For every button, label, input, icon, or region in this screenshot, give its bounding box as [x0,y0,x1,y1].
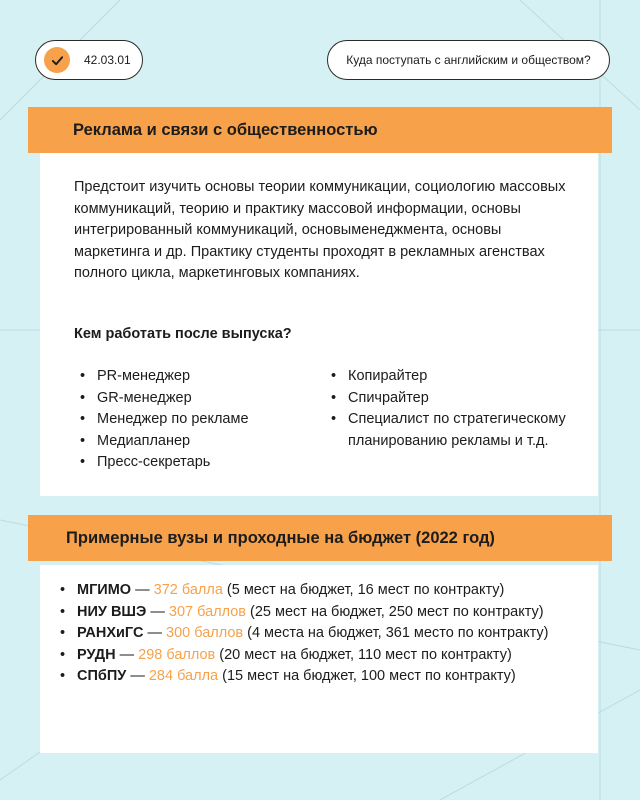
program-title-bar [28,107,612,153]
university-details: (15 мест на бюджет, 100 мест по контракту) [222,668,516,685]
list-item: • РУДН — 298 баллов (20 мест на бюджет, 110 мест по контракту) [60,645,570,667]
university-score: 372 балла [153,582,223,598]
question-badge [327,40,610,80]
list-item: • PR-менеджер [80,366,249,388]
list-item: • Менеджер по рекламе [80,409,249,431]
program-title: Реклама и связи с общественностью [73,120,378,139]
university-details: (5 мест на бюджет, 16 мест по контракту) [226,582,505,598]
list-item: • Копирайтер [331,366,581,388]
jobs-heading: Кем работать после выпуска? [74,326,292,342]
university-score: 298 баллов [138,646,216,663]
jobs-list-left [80,366,249,474]
list-item: • РАНХиГС — 300 баллов (4 места на бюджет, 361 место по контракту) [60,623,570,645]
list-item: • СПбПУ — 284 балла (15 мест на бюджет, 100 мест по контракту) [60,666,570,688]
program-code: 42.03.01 [84,53,131,67]
program-code-badge [35,40,143,80]
university-score: 300 баллов [166,625,244,642]
university-name: СПбПУ [77,668,127,685]
list-item: • GR-менеджер [80,388,249,410]
universities-title-bar [28,515,612,561]
check-icon [44,47,70,73]
university-details: (4 места на бюджет, 361 место по контракту) [247,625,549,642]
university-details: (25 мест на бюджет, 250 мест по контракту) [250,603,544,620]
jobs-list-right [331,366,581,452]
university-name: РАНХиГС [77,625,144,642]
question-text: Куда поступать с английским и обществом? [346,53,591,67]
university-details: (20 мест на бюджет, 110 мест по контракту) [219,646,512,663]
university-score: 284 балла [148,668,219,685]
university-name: НИУ ВШЭ [77,603,147,620]
program-description: Предстоит изучить основы теории коммуникации, социологию массовых коммуникаций, теорию и практику массовой информации, основы интегрированный коммуникаций, основыменеджмента, основы маркетинга и др. Практику студенты проходят в рекламных агенствах полного цикла, маркетинговых компаниях. [74,179,566,282]
universities-title: Примерные вузы и проходные на бюджет (2022 год) [66,528,495,547]
university-name: РУДН [77,646,116,663]
list-item: • Спичрайтер [331,388,581,410]
university-score: 307 баллов [168,603,246,620]
universities-list [60,580,570,688]
list-item: • Пресс-секретарь [80,452,249,474]
university-name: МГИМО [77,582,132,598]
list-item: • МГИМО — 372 балла (5 мест на бюджет, 16 мест по контракту) [60,580,570,602]
list-item: • Медиапланер [80,431,249,453]
list-item: • НИУ ВШЭ — 307 баллов (25 мест на бюджет, 250 мест по контракту) [60,602,570,624]
list-item: • Специалист по стратегическому планированию рекламы и т.д. [331,409,581,452]
